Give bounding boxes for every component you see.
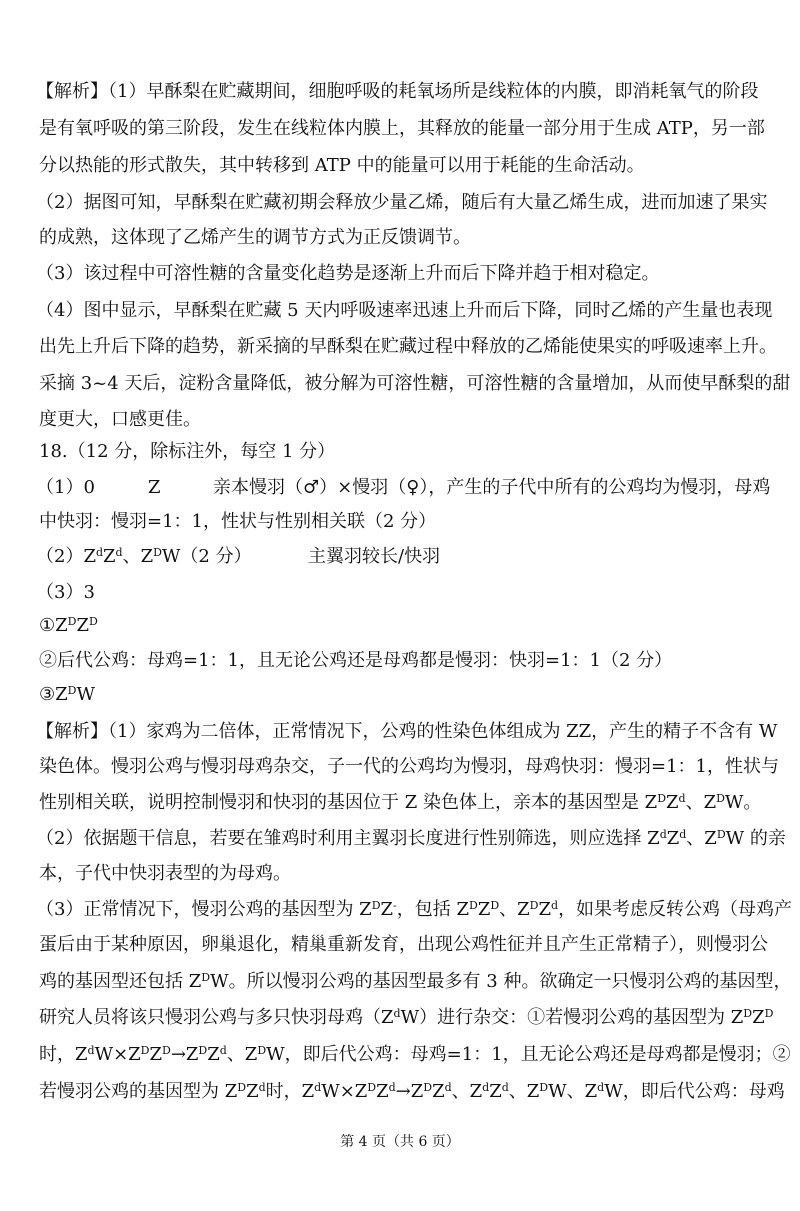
analysis2-line: 鸡的基因型还包括 $Z^DW$。所以慢羽公鸡的基因型最多有 3 种。欲确定一只慢羽公鸡的基因型， <box>39 971 792 992</box>
answer-3-item1: $①Z^DZ^D$ <box>39 615 98 636</box>
answer-3-item3: $③Z^DW$ <box>39 684 95 705</box>
analysis1-line: 采摘 3~4 天后，淀粉含量降低，被分解为可溶性糖，可溶性糖的含量增加，从而使早酥梨的甜 <box>39 373 791 394</box>
analysis2-line: 染色体。慢羽公鸡与慢羽母鸡杂交，子一代的公鸡均为慢羽，母鸡快羽：慢羽=1：1，性状与 <box>39 756 779 777</box>
analysis2-line: 时，$Z^dW\times Z^DZ^D\to Z^DZ^d$、$Z^DW$，即后代公鸡：母鸡=1：1，且无论公鸡还是母鸡都是慢羽；② <box>39 1044 791 1065</box>
answer-1-text: 亲本慢羽（♂）×慢羽（♀），产生的子代中所有的公鸡均为慢羽，母鸡 <box>213 477 771 498</box>
analysis2-line: 性别相关联，说明控制慢羽和快羽的基因位于 Z 染色体上，亲本的基因型是 $Z^DZ^d$、$Z^DW$。 <box>39 792 762 813</box>
analysis2-line: （3）正常情况下，慢羽公鸡的基因型为 $Z^DZ^-$，包括 $Z^DZ^D$、$Z^DZ^d$，如果考虑反转公鸡（母鸡产 <box>36 899 793 920</box>
answer-1-blank2: Z <box>148 477 161 498</box>
analysis2-line: 研究人员将该只慢羽公鸡与多只快羽母鸡$(Z^dW)$进行杂交：①若慢羽公鸡的基因型为 $Z^DZ^D$ <box>39 1007 774 1028</box>
analysis1-line: 出先上升后下降的趋势，新采摘的早酥梨在贮藏过程中释放的乙烯能使果实的呼吸速率上升。 <box>39 336 777 357</box>
analysis2-line: 蛋后由于某种原因，卵巢退化，精巢重新发育，出现公鸡性征并且产生正常精子），则慢羽公 <box>39 934 768 955</box>
answer-2-blank2: 主翼羽较长/快羽 <box>308 546 441 567</box>
answer-3-number: （3）3 <box>36 582 95 603</box>
analysis1-line: （3）该过程中可溶性糖的含量变化趋势是逐渐上升而后下降并趋于相对稳定。 <box>36 263 660 284</box>
answer-2-line <box>0 545 800 569</box>
analysis2-line: 若慢羽公鸡的基因型为 $Z^DZ^d$时，$Z^dW\times Z^DZ^d\to Z^DZ^d$、$Z^dZ^d$、$Z^DW$、$Z^dW$，即后代公鸡：母鸡 <box>39 1081 785 1102</box>
answer-2-genotypes: $(2)Z^dZ^d$、$Z^DW(2$ 分） <box>36 546 252 567</box>
analysis1-line: 是有氧呼吸的第三阶段，发生在线粒体内膜上，其释放的能量一部分用于生成 ATP，另一部 <box>39 118 765 139</box>
answer-1-continuation: 中快羽：慢羽=1：1，性状与性别相关联（2 分） <box>39 511 437 532</box>
analysis1-line: 度更大，口感更佳。 <box>39 409 201 430</box>
analysis2-line: 本，子代中快羽表型的为母鸡。 <box>39 863 291 884</box>
answer-3-item2: ②后代公鸡：母鸡=1：1，且无论公鸡还是母鸡都是慢羽：快羽=1：1（2 分） <box>39 650 673 671</box>
analysis1-line: （4）图中显示，早酥梨在贮藏 5 天内呼吸速率迅速上升而后下降，同时乙烯的产生量也表现 <box>36 300 773 321</box>
analysis2-line: 【解析】（1）家鸡为二倍体，正常情况下，公鸡的性染色体组成为 ZZ，产生的精子不含有 W <box>36 721 778 742</box>
page-number: 第 4 页（共 6 页） <box>340 1134 460 1150</box>
analysis2-line: （2）依据题干信息，若要在雏鸡时利用主翼羽长度进行性别筛选，则应选择 $Z^dZ^d$、$Z^DW$ 的亲 <box>36 828 786 849</box>
analysis1-line: 分以热能的形式散失，其中转移到 ATP 中的能量可以用于耗能的生命活动。 <box>39 155 645 176</box>
answer-1-line <box>0 476 800 500</box>
answer-1-number: （1）0 <box>36 477 95 498</box>
analysis1-line: （2）据图可知，早酥梨在贮藏初期会释放少量乙烯，随后有大量乙烯生成，进而加速了果实 <box>36 192 768 213</box>
analysis1-line: 的成熟，这体现了乙烯产生的调节方式为正反馈调节。 <box>39 227 471 248</box>
analysis1-line: 【解析】（1）早酥梨在贮藏期间，细胞呼吸的耗氧场所是线粒体的内膜，即消耗氧气的阶段 <box>36 81 759 102</box>
question-18-header: 18.（12 分，除标注外，每空 1 分） <box>39 441 336 462</box>
